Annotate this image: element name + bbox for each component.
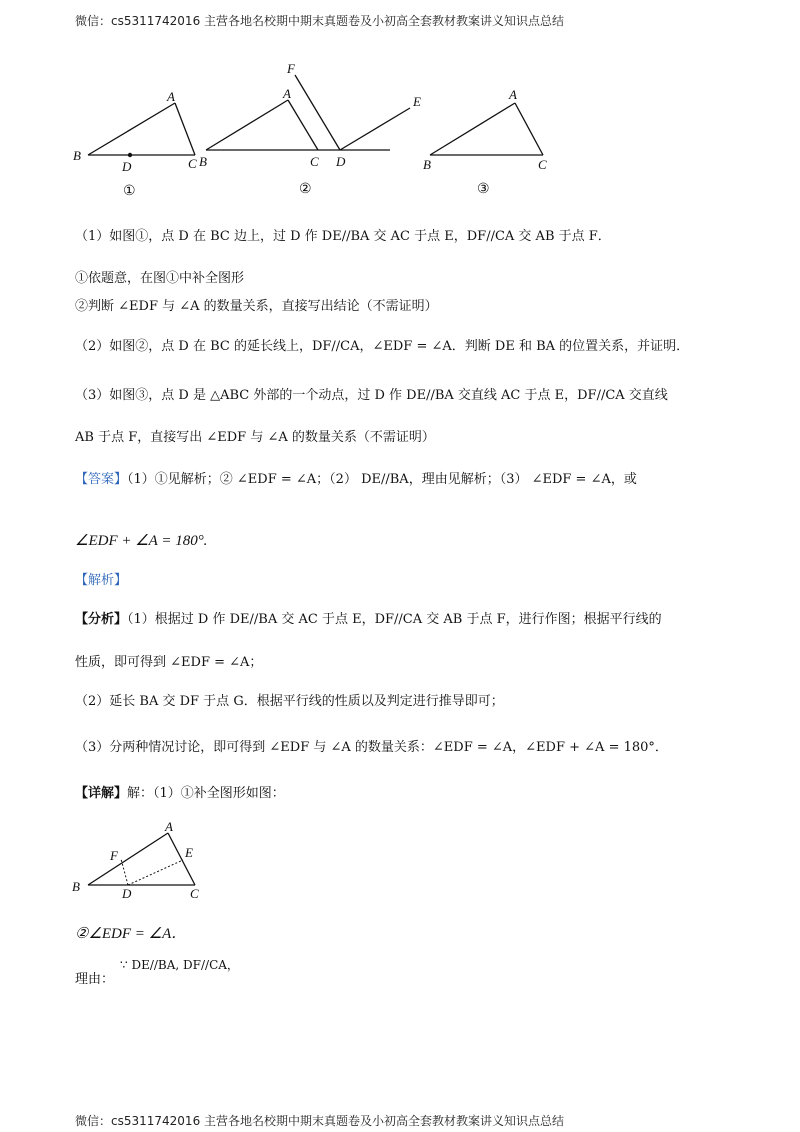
fig2-label-b: B (199, 154, 207, 169)
page-header: 微信：cs5311742016 主营各地名校期中期末真题卷及小初高全套教材教案讲义知识点总结 (75, 14, 565, 28)
question-3-part-b: AB 于点 F，直接写出 ∠EDF 与 ∠A 的数量关系（不需证明） (75, 430, 435, 445)
figure-2 (199, 61, 421, 197)
figure-1 (73, 89, 197, 199)
question-3-part-a: （3）如图③，点 D 是 △ABC 外部的一个动点，过 D 作 DE//BA 交直线 AC 于点 E，DF//CA 交直线 (75, 388, 668, 403)
reason-label: 理由： (75, 972, 115, 987)
figure-3 (423, 87, 547, 197)
fig4-label-c: C (190, 886, 199, 901)
fig2-label-a: A (283, 86, 291, 101)
fig2-label-f: F (287, 61, 295, 76)
reason-formula: ∵ DE//BA, DF//CA， (120, 958, 239, 972)
figures-row (0, 0, 800, 210)
fig1-label-c: C (188, 156, 197, 171)
fig2-label-d: D (336, 154, 346, 169)
fig3-caption: ③ (477, 182, 490, 197)
xiangjie-line (75, 786, 285, 803)
fig1-label-a: A (167, 89, 175, 104)
fenxi-line-3: （3）分两种情况讨论，即可得到 ∠EDF 与 ∠A 的数量关系：∠EDF = ∠A，∠EDF + ∠A = 180°． (75, 740, 668, 755)
page-footer: 微信：cs5311742016 主营各地名校期中期末真题卷及小初高全套教材教案讲义知识点总结 (75, 1114, 565, 1128)
answer-line (75, 472, 637, 489)
fig1-label-b: B (73, 148, 81, 163)
fig3-label-c: C (538, 157, 547, 172)
analysis-tag: 【解析】 (75, 573, 128, 588)
xiangjie-text: 解：（1）①补全图形如图： (127, 786, 285, 801)
question-1: （1）如图①，点 D 在 BC 边上，过 D 作 DE//BA 交 AC 于点 E，DF//CA 交 AB 于点 F． (75, 229, 611, 244)
fenxi-line-1b: 性质，即可得到 ∠EDF = ∠A； (75, 655, 263, 670)
fenxi-line-2: （2）延长 BA 交 DF 于点 G．根据平行线的性质以及判定进行推导即可； (75, 694, 504, 709)
fig4-label-f: F (110, 848, 118, 863)
fig3-label-b: B (423, 157, 431, 172)
answer-text: （1）①见解析；② ∠EDF = ∠A；（2） DE//BA，理由见解析；（3） ∠EDF = ∠A，或 (127, 472, 637, 487)
fig1-caption: ① (123, 184, 136, 199)
result-line: ②∠EDF = ∠A． (75, 926, 187, 942)
xiangjie-tag: 【详解】 (75, 786, 128, 801)
fenxi-text-1: （1）根据过 D 作 DE//BA 交 AC 于点 E，DF//CA 交 AB 于点 F，进行作图；根据平行线的 (127, 612, 662, 627)
answer-tag: 【答案】 (75, 472, 128, 487)
fig4-label-d: D (122, 886, 132, 901)
fenxi-tag: 【分析】 (75, 612, 128, 627)
question-1-2: ②判断 ∠EDF 与 ∠A 的数量关系，直接写出结论（不需证明） (75, 299, 438, 314)
fenxi-line-1 (75, 612, 662, 629)
fig3-label-a: A (509, 87, 517, 102)
fig2-label-c: C (310, 154, 319, 169)
question-2: （2）如图②，点 D 在 BC 的延长线上，DF//CA，∠EDF = ∠A．判断 DE 和 BA 的位置关系，并证明． (75, 339, 690, 354)
question-1-1: ①依题意，在图①中补全图形 (75, 271, 245, 286)
fig4-label-e: E (185, 845, 193, 860)
fig2-caption: ② (299, 182, 312, 197)
fig1-label-d: D (122, 159, 132, 174)
fig2-label-e: E (413, 94, 421, 109)
answer-line-2: ∠EDF + ∠A = 180°. (75, 533, 208, 549)
figure-4 (0, 815, 800, 910)
fig4-label-a: A (165, 819, 173, 834)
fig4-label-b: B (72, 879, 80, 894)
